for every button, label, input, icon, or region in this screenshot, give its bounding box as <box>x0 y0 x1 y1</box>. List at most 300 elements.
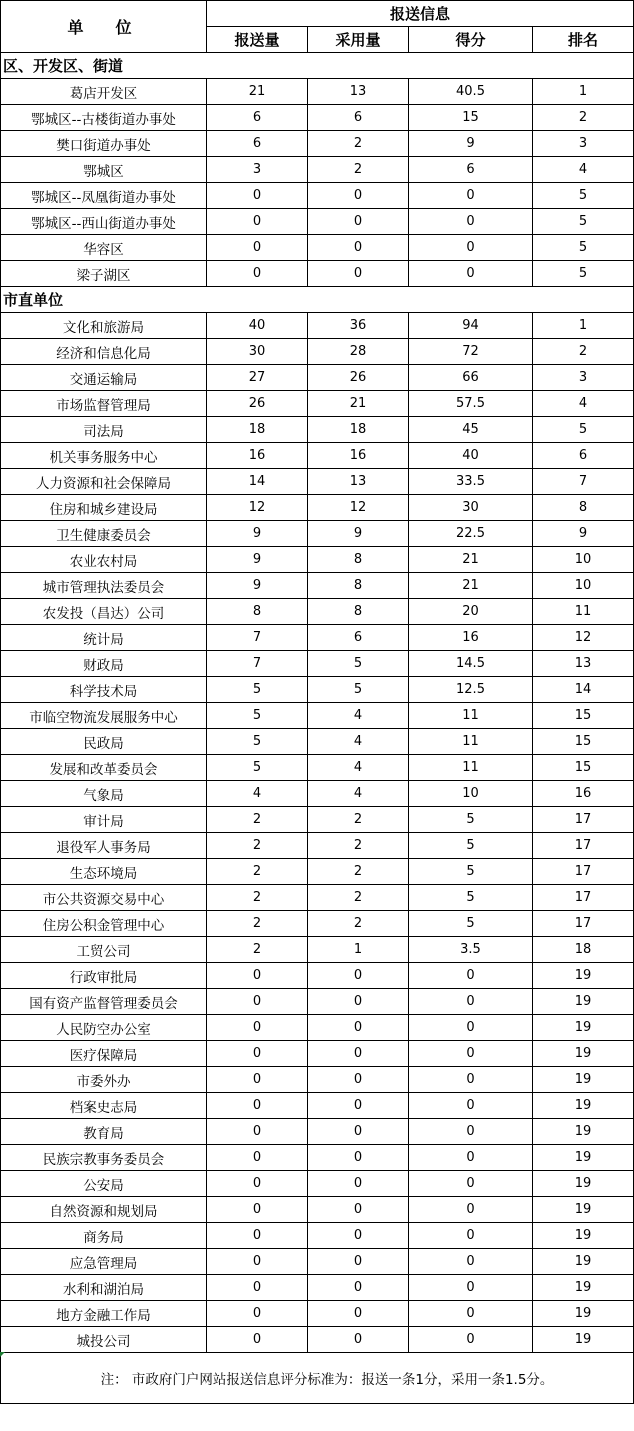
table-row <box>1 547 634 573</box>
table-row <box>1 183 634 209</box>
unit-name-cell: 人力资源和社会保障局 <box>1 469 207 495</box>
adopted-cell: 6 <box>308 625 409 651</box>
unit-name-cell: 公安局 <box>1 1171 207 1197</box>
submitted-cell: 0 <box>207 963 308 989</box>
unit-name-cell: 地方金融工作局 <box>1 1301 207 1327</box>
rank-cell: 8 <box>533 495 634 521</box>
unit-name-cell: 生态环境局 <box>1 859 207 885</box>
unit-name-cell: 商务局 <box>1 1223 207 1249</box>
adopted-cell: 0 <box>308 1249 409 1275</box>
submitted-cell: 5 <box>207 703 308 729</box>
score-cell: 0 <box>409 1223 533 1249</box>
unit-name-cell: 市临空物流发展服务中心 <box>1 703 207 729</box>
adopted-cell: 0 <box>308 963 409 989</box>
table-row <box>1 729 634 755</box>
unit-name-cell: 工贸公司 <box>1 937 207 963</box>
rank-cell: 5 <box>533 209 634 235</box>
score-cell: 5 <box>409 911 533 937</box>
adopted-cell: 2 <box>308 885 409 911</box>
unit-name-cell: 水利和湖泊局 <box>1 1275 207 1301</box>
unit-name-cell: 城市管理执法委员会 <box>1 573 207 599</box>
score-cell: 12.5 <box>409 677 533 703</box>
table-row <box>1 79 634 105</box>
table-row <box>1 391 634 417</box>
submitted-cell: 26 <box>207 391 308 417</box>
table-row <box>1 651 634 677</box>
rank-cell: 19 <box>533 1145 634 1171</box>
rank-cell: 19 <box>533 1223 634 1249</box>
rank-cell: 5 <box>533 235 634 261</box>
score-cell: 11 <box>409 755 533 781</box>
table-row <box>1 781 634 807</box>
submitted-cell: 2 <box>207 833 308 859</box>
submitted-cell: 4 <box>207 781 308 807</box>
section-row <box>1 53 634 79</box>
rank-cell: 19 <box>533 1093 634 1119</box>
table-row <box>1 599 634 625</box>
rank-cell: 19 <box>533 989 634 1015</box>
section-row <box>1 287 634 313</box>
submitted-cell: 27 <box>207 365 308 391</box>
score-cell: 22.5 <box>409 521 533 547</box>
score-cell: 3.5 <box>409 937 533 963</box>
scoring-note: 注： 市政府门户网站报送信息评分标准为：报送一条1分，采用一条1.5分。 <box>1 1353 634 1404</box>
score-cell: 10 <box>409 781 533 807</box>
adopted-cell: 2 <box>308 911 409 937</box>
unit-name-cell: 财政局 <box>1 651 207 677</box>
submitted-cell: 5 <box>207 729 308 755</box>
note-row <box>1 1353 634 1404</box>
table-row <box>1 261 634 287</box>
rank-cell: 15 <box>533 703 634 729</box>
score-cell: 0 <box>409 1301 533 1327</box>
adopted-cell: 2 <box>308 807 409 833</box>
submitted-cell: 30 <box>207 339 308 365</box>
adopted-cell: 4 <box>308 755 409 781</box>
rank-cell: 19 <box>533 1015 634 1041</box>
adopted-cell: 4 <box>308 729 409 755</box>
adopted-cell: 36 <box>308 313 409 339</box>
adopted-cell: 4 <box>308 781 409 807</box>
rank-cell: 5 <box>533 183 634 209</box>
score-cell: 5 <box>409 807 533 833</box>
unit-name-cell: 卫生健康委员会 <box>1 521 207 547</box>
score-cell: 21 <box>409 573 533 599</box>
rank-cell: 13 <box>533 651 634 677</box>
adopted-cell: 8 <box>308 573 409 599</box>
adopted-cell: 6 <box>308 105 409 131</box>
adopted-column-header: 采用量 <box>308 27 409 53</box>
unit-name-cell: 樊口街道办事处 <box>1 131 207 157</box>
table-row <box>1 1145 634 1171</box>
unit-name-cell: 退役军人事务局 <box>1 833 207 859</box>
unit-name-cell: 气象局 <box>1 781 207 807</box>
rank-cell: 17 <box>533 911 634 937</box>
adopted-cell: 9 <box>308 521 409 547</box>
table-row <box>1 1041 634 1067</box>
header-row-top <box>1 1 634 27</box>
score-cell: 6 <box>409 157 533 183</box>
adopted-cell: 2 <box>308 859 409 885</box>
score-cell: 30 <box>409 495 533 521</box>
rank-cell: 9 <box>533 521 634 547</box>
table-row <box>1 833 634 859</box>
table-row <box>1 1301 634 1327</box>
table-row <box>1 885 634 911</box>
rank-cell: 19 <box>533 1301 634 1327</box>
table-row <box>1 131 634 157</box>
table-row <box>1 235 634 261</box>
adopted-cell: 8 <box>308 547 409 573</box>
table-row <box>1 1275 634 1301</box>
table-row <box>1 209 634 235</box>
unit-name-cell: 文化和旅游局 <box>1 313 207 339</box>
table-row <box>1 105 634 131</box>
unit-name-cell: 梁子湖区 <box>1 261 207 287</box>
adopted-cell: 0 <box>308 1015 409 1041</box>
submitted-cell: 7 <box>207 651 308 677</box>
score-cell: 0 <box>409 1197 533 1223</box>
submitted-cell: 0 <box>207 209 308 235</box>
table-row <box>1 911 634 937</box>
cell-marker-icon <box>0 1352 5 1357</box>
submitted-cell: 9 <box>207 521 308 547</box>
unit-name-cell: 葛店开发区 <box>1 79 207 105</box>
unit-name-cell: 鄂城区 <box>1 157 207 183</box>
score-table-body <box>1 1 634 1404</box>
score-cell: 20 <box>409 599 533 625</box>
adopted-cell: 0 <box>308 1041 409 1067</box>
adopted-cell: 0 <box>308 989 409 1015</box>
score-cell: 5 <box>409 833 533 859</box>
rank-cell: 6 <box>533 443 634 469</box>
score-cell: 40 <box>409 443 533 469</box>
submitted-cell: 0 <box>207 989 308 1015</box>
rank-cell: 15 <box>533 755 634 781</box>
rank-column-header: 排名 <box>533 27 634 53</box>
table-row <box>1 963 634 989</box>
unit-name-cell: 机关事务服务中心 <box>1 443 207 469</box>
unit-name-cell: 行政审批局 <box>1 963 207 989</box>
unit-name-cell: 鄂城区--凤凰街道办事处 <box>1 183 207 209</box>
rank-cell: 19 <box>533 1119 634 1145</box>
rank-cell: 17 <box>533 833 634 859</box>
submitted-cell: 0 <box>207 1171 308 1197</box>
submitted-cell: 0 <box>207 1015 308 1041</box>
table-row <box>1 989 634 1015</box>
submitted-cell: 0 <box>207 1067 308 1093</box>
rank-cell: 19 <box>533 1171 634 1197</box>
unit-name-cell: 科学技术局 <box>1 677 207 703</box>
submitted-cell: 9 <box>207 547 308 573</box>
submitted-cell: 0 <box>207 1145 308 1171</box>
rank-cell: 4 <box>533 391 634 417</box>
adopted-cell: 13 <box>308 79 409 105</box>
adopted-cell: 8 <box>308 599 409 625</box>
submitted-cell: 2 <box>207 859 308 885</box>
table-row <box>1 1327 634 1353</box>
rank-cell: 17 <box>533 885 634 911</box>
score-cell: 14.5 <box>409 651 533 677</box>
adopted-cell: 0 <box>308 1301 409 1327</box>
unit-name-cell: 统计局 <box>1 625 207 651</box>
adopted-cell: 0 <box>308 1171 409 1197</box>
table-row <box>1 1223 634 1249</box>
rank-cell: 14 <box>533 677 634 703</box>
adopted-cell: 21 <box>308 391 409 417</box>
submitted-cell: 12 <box>207 495 308 521</box>
unit-name-cell: 鄂城区--西山街道办事处 <box>1 209 207 235</box>
rank-cell: 5 <box>533 261 634 287</box>
adopted-cell: 0 <box>308 183 409 209</box>
adopted-cell: 0 <box>308 1145 409 1171</box>
unit-name-cell: 城投公司 <box>1 1327 207 1353</box>
rank-cell: 4 <box>533 157 634 183</box>
unit-name-cell: 人民防空办公室 <box>1 1015 207 1041</box>
table-row <box>1 1067 634 1093</box>
submitted-cell: 0 <box>207 1197 308 1223</box>
unit-name-cell: 鄂城区--古楼街道办事处 <box>1 105 207 131</box>
rank-cell: 17 <box>533 859 634 885</box>
unit-name-cell: 应急管理局 <box>1 1249 207 1275</box>
submitted-cell: 18 <box>207 417 308 443</box>
submitted-cell: 6 <box>207 105 308 131</box>
unit-name-cell: 发展和改革委员会 <box>1 755 207 781</box>
unit-name-cell: 档案史志局 <box>1 1093 207 1119</box>
adopted-cell: 0 <box>308 1327 409 1353</box>
rank-cell: 19 <box>533 963 634 989</box>
score-cell: 0 <box>409 1119 533 1145</box>
table-row <box>1 1119 634 1145</box>
unit-name-cell: 国有资产监督管理委员会 <box>1 989 207 1015</box>
submitted-cell: 7 <box>207 625 308 651</box>
adopted-cell: 5 <box>308 651 409 677</box>
table-row <box>1 365 634 391</box>
table-row <box>1 339 634 365</box>
adopted-cell: 0 <box>308 1067 409 1093</box>
submitted-cell: 0 <box>207 1119 308 1145</box>
unit-name-cell: 司法局 <box>1 417 207 443</box>
rank-cell: 18 <box>533 937 634 963</box>
score-cell: 0 <box>409 1275 533 1301</box>
adopted-cell: 0 <box>308 1093 409 1119</box>
rank-cell: 7 <box>533 469 634 495</box>
adopted-cell: 26 <box>308 365 409 391</box>
score-cell: 94 <box>409 313 533 339</box>
unit-name-cell: 住房公积金管理中心 <box>1 911 207 937</box>
score-cell: 0 <box>409 1327 533 1353</box>
submitted-cell: 2 <box>207 911 308 937</box>
adopted-cell: 28 <box>308 339 409 365</box>
rank-cell: 2 <box>533 339 634 365</box>
score-cell: 0 <box>409 183 533 209</box>
unit-name-cell: 华容区 <box>1 235 207 261</box>
adopted-cell: 0 <box>308 235 409 261</box>
submitted-cell: 16 <box>207 443 308 469</box>
submitted-cell: 0 <box>207 183 308 209</box>
submitted-cell: 40 <box>207 313 308 339</box>
adopted-cell: 0 <box>308 261 409 287</box>
rank-cell: 3 <box>533 365 634 391</box>
submitted-cell: 2 <box>207 937 308 963</box>
adopted-cell: 18 <box>308 417 409 443</box>
unit-column-header: 单 位 <box>1 1 207 53</box>
score-cell: 21 <box>409 547 533 573</box>
rank-cell: 19 <box>533 1249 634 1275</box>
adopted-cell: 16 <box>308 443 409 469</box>
rank-cell: 1 <box>533 79 634 105</box>
unit-name-cell: 市委外办 <box>1 1067 207 1093</box>
score-cell: 57.5 <box>409 391 533 417</box>
table-row <box>1 573 634 599</box>
table-row <box>1 937 634 963</box>
score-cell: 0 <box>409 963 533 989</box>
score-cell: 5 <box>409 885 533 911</box>
rank-cell: 1 <box>533 313 634 339</box>
table-row <box>1 313 634 339</box>
rank-cell: 3 <box>533 131 634 157</box>
unit-name-cell: 住房和城乡建设局 <box>1 495 207 521</box>
table-row <box>1 1015 634 1041</box>
score-cell: 0 <box>409 235 533 261</box>
score-cell: 16 <box>409 625 533 651</box>
submitted-cell: 0 <box>207 1093 308 1119</box>
adopted-cell: 13 <box>308 469 409 495</box>
submitted-cell: 0 <box>207 1041 308 1067</box>
table-row <box>1 495 634 521</box>
submitted-cell: 2 <box>207 885 308 911</box>
submitted-cell: 3 <box>207 157 308 183</box>
score-cell: 33.5 <box>409 469 533 495</box>
unit-name-cell: 民族宗教事务委员会 <box>1 1145 207 1171</box>
adopted-cell: 12 <box>308 495 409 521</box>
table-row <box>1 755 634 781</box>
unit-name-cell: 医疗保障局 <box>1 1041 207 1067</box>
table-row <box>1 443 634 469</box>
rank-cell: 12 <box>533 625 634 651</box>
score-cell: 40.5 <box>409 79 533 105</box>
table-row <box>1 1171 634 1197</box>
score-cell: 66 <box>409 365 533 391</box>
table-row <box>1 1249 634 1275</box>
table-row <box>1 157 634 183</box>
adopted-cell: 0 <box>308 1275 409 1301</box>
submitted-cell: 0 <box>207 1327 308 1353</box>
table-row <box>1 417 634 443</box>
table-row <box>1 859 634 885</box>
submitted-cell: 0 <box>207 1275 308 1301</box>
adopted-cell: 4 <box>308 703 409 729</box>
table-row <box>1 1093 634 1119</box>
score-cell: 9 <box>409 131 533 157</box>
section-title: 市直单位 <box>1 287 634 313</box>
table-row <box>1 677 634 703</box>
score-cell: 0 <box>409 261 533 287</box>
score-cell: 0 <box>409 1171 533 1197</box>
rank-cell: 17 <box>533 807 634 833</box>
score-cell: 0 <box>409 1249 533 1275</box>
section-title: 区、开发区、街道 <box>1 53 634 79</box>
submitted-cell: 0 <box>207 235 308 261</box>
adopted-cell: 2 <box>308 833 409 859</box>
table-row <box>1 469 634 495</box>
unit-name-cell: 市场监督管理局 <box>1 391 207 417</box>
unit-name-cell: 自然资源和规划局 <box>1 1197 207 1223</box>
unit-name-cell: 教育局 <box>1 1119 207 1145</box>
score-cell: 0 <box>409 989 533 1015</box>
rank-cell: 19 <box>533 1275 634 1301</box>
report-info-header: 报送信息 <box>207 1 634 27</box>
score-cell: 0 <box>409 1145 533 1171</box>
rank-cell: 2 <box>533 105 634 131</box>
adopted-cell: 2 <box>308 157 409 183</box>
submitted-cell: 2 <box>207 807 308 833</box>
score-cell: 0 <box>409 1015 533 1041</box>
score-cell: 72 <box>409 339 533 365</box>
table-row <box>1 807 634 833</box>
table-row <box>1 703 634 729</box>
submitted-cell: 0 <box>207 1223 308 1249</box>
submitted-cell: 9 <box>207 573 308 599</box>
table-row <box>1 1197 634 1223</box>
adopted-cell: 0 <box>308 1119 409 1145</box>
unit-name-cell: 农业农村局 <box>1 547 207 573</box>
adopted-cell: 0 <box>308 1197 409 1223</box>
adopted-cell: 5 <box>308 677 409 703</box>
score-cell: 5 <box>409 859 533 885</box>
score-cell: 0 <box>409 1093 533 1119</box>
submitted-cell: 0 <box>207 1301 308 1327</box>
unit-name-cell: 市公共资源交易中心 <box>1 885 207 911</box>
submitted-cell: 6 <box>207 131 308 157</box>
rank-cell: 16 <box>533 781 634 807</box>
submitted-cell: 5 <box>207 755 308 781</box>
unit-name-cell: 农发投（昌达）公司 <box>1 599 207 625</box>
submitted-column-header: 报送量 <box>207 27 308 53</box>
table-row <box>1 625 634 651</box>
unit-name-cell: 交通运输局 <box>1 365 207 391</box>
score-cell: 0 <box>409 1041 533 1067</box>
score-cell: 0 <box>409 209 533 235</box>
adopted-cell: 1 <box>308 937 409 963</box>
rank-cell: 10 <box>533 573 634 599</box>
submitted-cell: 21 <box>207 79 308 105</box>
submitted-cell: 14 <box>207 469 308 495</box>
rank-cell: 15 <box>533 729 634 755</box>
rank-cell: 5 <box>533 417 634 443</box>
rank-cell: 19 <box>533 1067 634 1093</box>
score-cell: 15 <box>409 105 533 131</box>
unit-name-cell: 审计局 <box>1 807 207 833</box>
unit-name-cell: 民政局 <box>1 729 207 755</box>
rank-cell: 19 <box>533 1041 634 1067</box>
score-cell: 45 <box>409 417 533 443</box>
table-row <box>1 521 634 547</box>
rank-cell: 19 <box>533 1327 634 1353</box>
rank-cell: 10 <box>533 547 634 573</box>
adopted-cell: 2 <box>308 131 409 157</box>
submitted-cell: 5 <box>207 677 308 703</box>
submitted-cell: 0 <box>207 1249 308 1275</box>
unit-name-cell: 经济和信息化局 <box>1 339 207 365</box>
rank-cell: 19 <box>533 1197 634 1223</box>
adopted-cell: 0 <box>308 209 409 235</box>
score-cell: 0 <box>409 1067 533 1093</box>
score-cell: 11 <box>409 729 533 755</box>
score-column-header: 得分 <box>409 27 533 53</box>
submitted-cell: 8 <box>207 599 308 625</box>
submitted-cell: 0 <box>207 261 308 287</box>
